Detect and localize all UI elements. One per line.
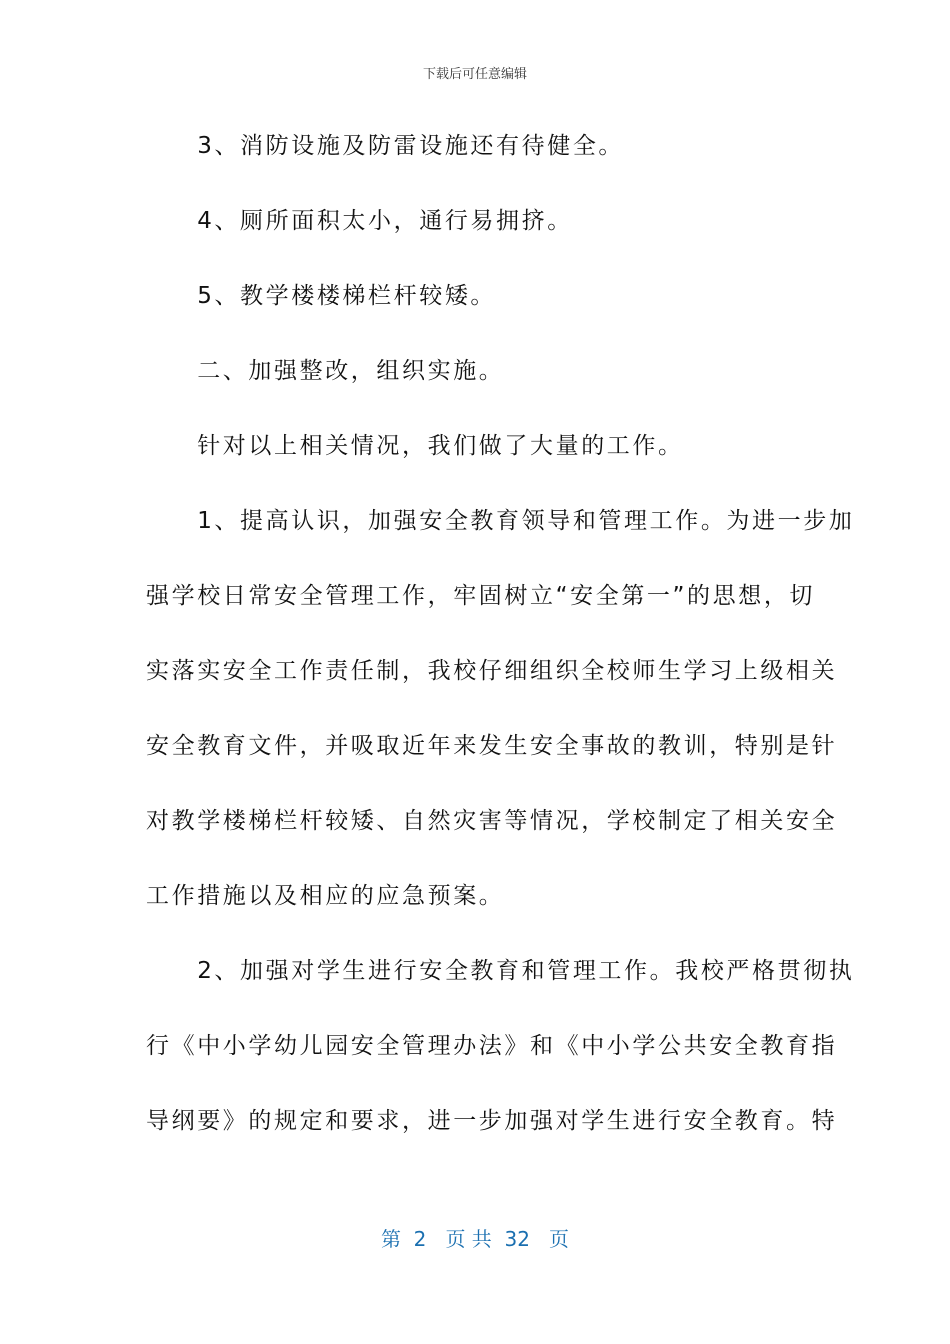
text-line: 2、加强对学生进行安全教育和管理工作。我校严格贯彻执 <box>146 958 855 984</box>
text-line: 1、提高认识，加强安全教育领导和管理工作。为进一步加 <box>146 508 855 534</box>
text-line: 3、消防设施及防雷设施还有待健全。 <box>146 133 625 159</box>
text-line: 导纲要》的规定和要求，进一步加强对学生进行安全教育。特 <box>146 1108 838 1134</box>
text-line: 实落实安全工作责任制，我校仔细组织全校师生学习上级相关 <box>146 658 838 684</box>
text-line: 行《中小学幼儿园安全管理办法》和《中小学公共安全教育指 <box>146 1033 838 1059</box>
text-line: 强学校日常安全管理工作，牢固树立“安全第一”的思想，切 <box>146 583 816 609</box>
text-line: 安全教育文件，并吸取近年来发生安全事故的教训，特别是针 <box>146 733 838 759</box>
text-line: 对教学楼梯栏杆较矮、自然灾害等情况，学校制定了相关安全 <box>146 808 838 834</box>
text-line: 工作措施以及相应的应急预案。 <box>146 883 505 909</box>
page-number: 第 2 页 共 32 页 <box>380 1227 570 1251</box>
text-line: 4、厕所面积太小，通行易拥挤。 <box>146 208 573 234</box>
text-line: 二、加强整改，组织实施。 <box>146 358 505 384</box>
text-line: 5、教学楼楼梯栏杆较矮。 <box>146 283 497 309</box>
text-line: 针对以上相关情况，我们做了大量的工作。 <box>146 433 684 459</box>
page-header: 下载后可任意编辑 <box>422 67 527 82</box>
